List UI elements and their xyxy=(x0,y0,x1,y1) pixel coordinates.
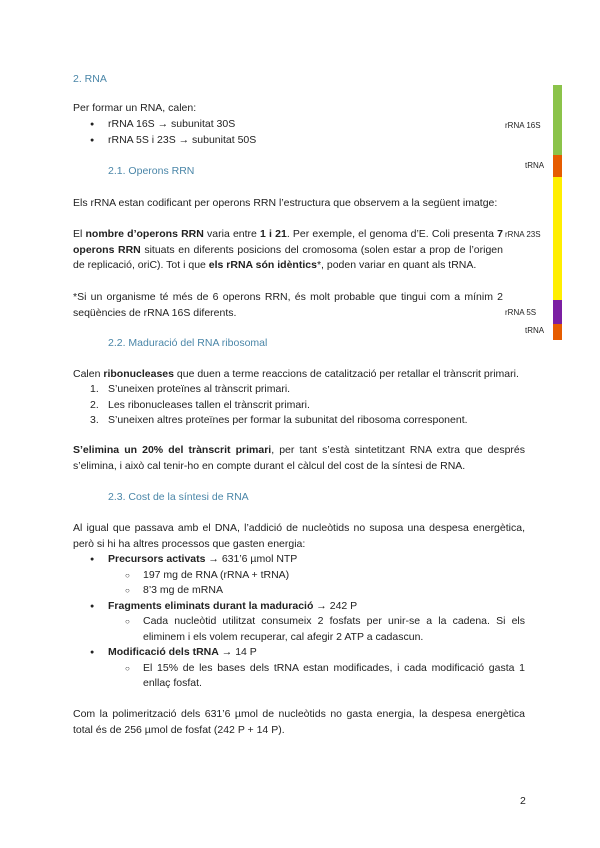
operons-paragraph-2: El nombre d’operons RRN varia entre 1 i 21. Per exemple, el genoma d’E. Coli presenta 7 operons RRN situats en diferents posicions del cromosoma (solen estar a prop de l’origen de replicació, oriC). Tot i que els rRNA són idèntics*, poden variar en quant als tRNA. xyxy=(73,228,503,271)
intro-list xyxy=(73,117,525,148)
list-item: ● rRNA 16S → subunitat 30S xyxy=(73,117,525,133)
maturation-steps xyxy=(73,382,525,429)
list-item: 3. S’uneixen altres proteïnes per formar la subunitat del ribosoma corresponent. xyxy=(90,414,468,426)
section-heading: 2. RNA xyxy=(73,73,107,85)
rrna-16s-segment xyxy=(553,85,562,155)
sub-list-item: ○ El 15% de les bases dels tRNA estan modificades, i cada modificació gasta 1 enllaç fosfat. xyxy=(108,661,525,692)
list-item: 1. S’uneixen proteïnes al trànscrit primari. xyxy=(90,383,291,395)
cost-conclusion: Com la polimerització dels 631’6 µmol de nucleòtids no gasta energia, la despesa energètica total és de 256 µmol de fosfat (242 P + 14 P). xyxy=(73,708,525,736)
page-number: 2 xyxy=(520,795,526,807)
operons-footnote: *Si un organisme té més de 6 operons RRN, és molt probable que tingui com a mínim 2 seqüències de rRNA 16S diferents. xyxy=(73,291,503,319)
list-item: ● Modificació dels tRNA → 14 P ○ El 15% de les bases dels tRNA estan modificades, i cada modificació gasta 1 enllaç fosfat. xyxy=(73,645,525,692)
subheading-maturation: 2.2. Maduració del RNA ribosomal xyxy=(108,337,268,349)
list-item: 2. Les ribonucleases tallen el trànscrit primari. xyxy=(90,398,310,411)
intro-paragraph: Per formar un RNA, calen: xyxy=(73,102,197,114)
trna-segment-2 xyxy=(553,324,562,340)
list-item: ● Precursors activats → 631’6 µmol NTP ○ 197 mg de RNA (rRNA + tRNA) ○ 8’3 mg de mRNA xyxy=(73,552,525,599)
operons-paragraph-1: Els rRNA estan codificant per operons RRN l’estructura que observem a la següent imatge: xyxy=(73,197,498,209)
label-trna-2: tRNA xyxy=(525,326,545,335)
subheading-operons: 2.1. Operons RRN xyxy=(108,165,195,177)
sub-list-item: ○ Cada nucleòtid utilitzat consumeix 2 fosfats per unir-se a la cadena. Si els eliminem i els volem recuperar, cal afegir 2 ATP a cadascun. xyxy=(108,614,525,645)
subheading-cost: 2.3. Cost de la síntesi de RNA xyxy=(108,491,249,503)
label-rrna-16s: rRNA 16S xyxy=(505,121,541,130)
trna-segment xyxy=(553,155,562,177)
rrna-5s-segment xyxy=(553,300,562,324)
maturation-note: S’elimina un 20% del trànscrit primari, per tant s’està sintetitzant RNA extra que després s’elimina, i això cal tenir-ho en compte durant el càlcul del cost de la síntesi de RNA. xyxy=(73,444,525,472)
sub-list-item: ○ 197 mg de RNA (rRNA + tRNA) xyxy=(108,568,525,584)
list-item: ● Fragments eliminats durant la maduració → 242 P ○ Cada nucleòtid utilitzat consumeix 2 fosfats per unir-se a la cadena. Si els eliminem i els volem recuperar, cal afegir 2 ATP a cadascun. xyxy=(73,599,525,646)
list-item: ● rRNA 5S i 23S → subunitat 50S xyxy=(73,133,525,149)
maturation-intro: Calen ribonucleases que duen a terme reaccions de catalització per retallar el trànscrit primari. xyxy=(73,368,519,380)
rrna-23s-segment xyxy=(553,177,562,300)
label-rrna-5s: rRNA 5S xyxy=(505,308,537,317)
sub-list-item: ○ 8’3 mg de mRNA xyxy=(108,583,525,599)
cost-list xyxy=(73,552,525,692)
cost-intro: Al igual que passava amb el DNA, l’addició de nucleòtids no suposa una despesa energètica, però si hi ha altres processos que gasten energia: xyxy=(73,522,525,550)
label-rrna-23s: rRNA 23S xyxy=(505,230,541,239)
label-trna: tRNA xyxy=(525,161,545,170)
